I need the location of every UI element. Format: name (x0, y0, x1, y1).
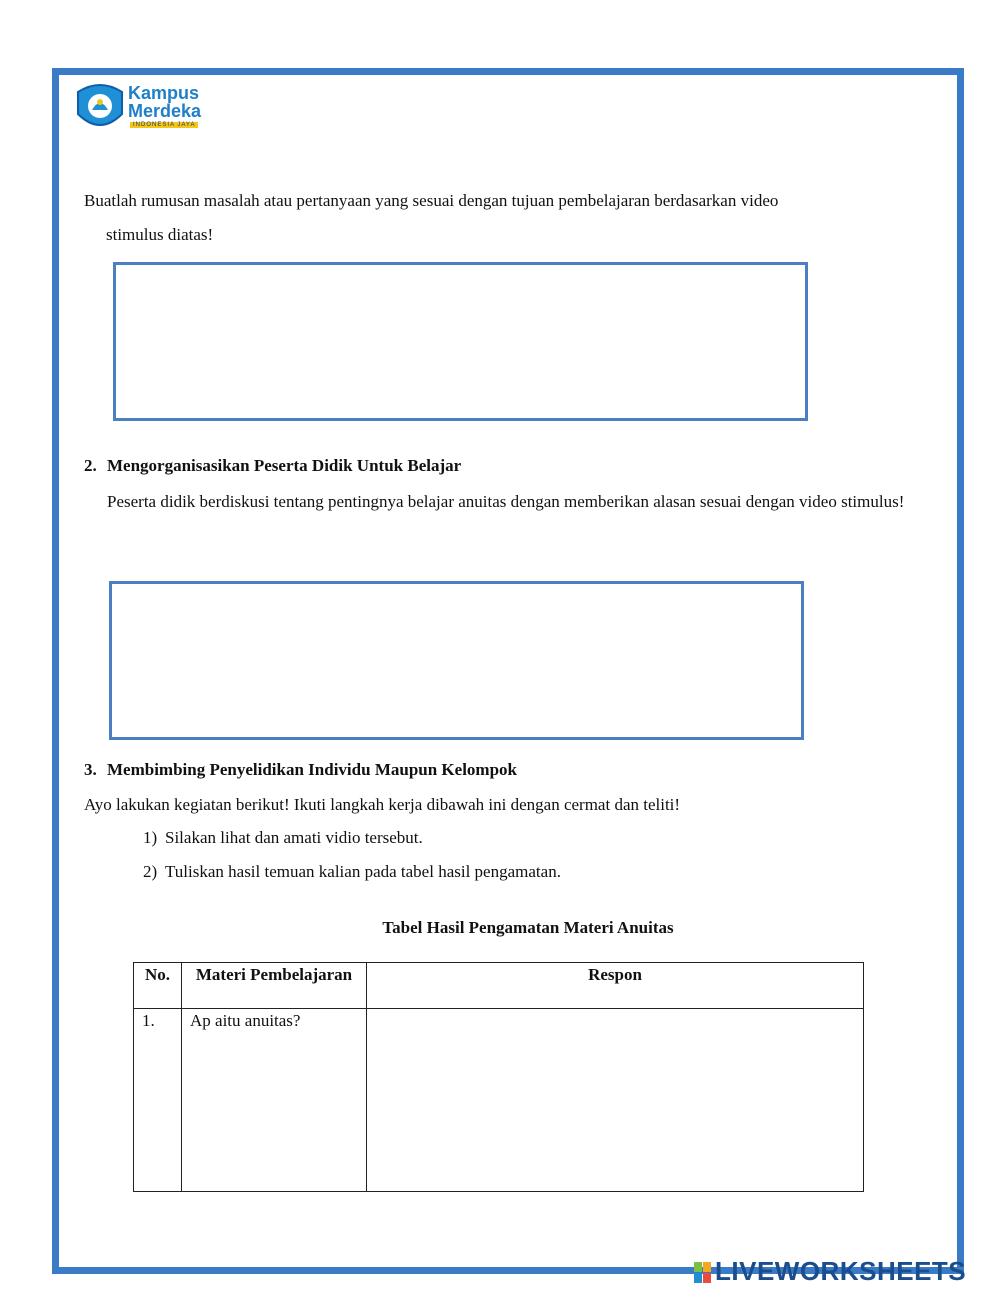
step-item: 1) Silakan lihat dan amati vidio tersebut. (143, 828, 423, 847)
answer-box-1[interactable] (113, 262, 808, 421)
liveworksheets-watermark: LIVEWORKSHEETS (694, 1256, 966, 1287)
answer-box-2[interactable] (109, 581, 804, 740)
table-header-row (134, 963, 864, 1009)
section1-prompt: Buatlah rumusan masalah atau pertanyaan yang sesuai dengan tujuan pembelajaran berdasarkan video stimulus diatas! (84, 191, 779, 244)
observation-table (133, 962, 864, 1192)
section3-heading: 3. Membimbing Penyelidikan Individu Maupun Kelompok (84, 760, 517, 779)
header-materi: Materi Pembelajaran (182, 963, 367, 1009)
logo-tagline: INDONESIA JAYA (130, 122, 198, 128)
table-row (134, 1009, 864, 1192)
cell-materi: Ap aitu anuitas? (182, 1009, 367, 1192)
section2-body: Peserta didik berdiskusi tentang pentingnya belajar anuitas dengan memberikan alasan sesuai dengan video stimulus! (107, 492, 905, 511)
section3-intro: Ayo lakukan kegiatan berikut! Ikuti langkah kerja dibawah ini dengan cermat dan teliti! (84, 795, 681, 814)
step-item: 2) Tuliskan hasil temuan kalian pada tabel hasil pengamatan. (143, 862, 561, 881)
liveworksheets-badge-icon (694, 1262, 712, 1284)
header-no: No. (134, 963, 182, 1009)
cell-no: 1. (134, 1009, 182, 1192)
table-caption: Tabel Hasil Pengamatan Materi Anuitas (382, 918, 674, 937)
section2-heading: 2. Mengorganisasikan Peserta Didik Untuk Belajar (84, 456, 462, 475)
cell-respon-input[interactable] (367, 1009, 864, 1192)
header-respon: Respon (367, 963, 864, 1009)
logo-title: Kampus Merdeka (128, 83, 202, 121)
